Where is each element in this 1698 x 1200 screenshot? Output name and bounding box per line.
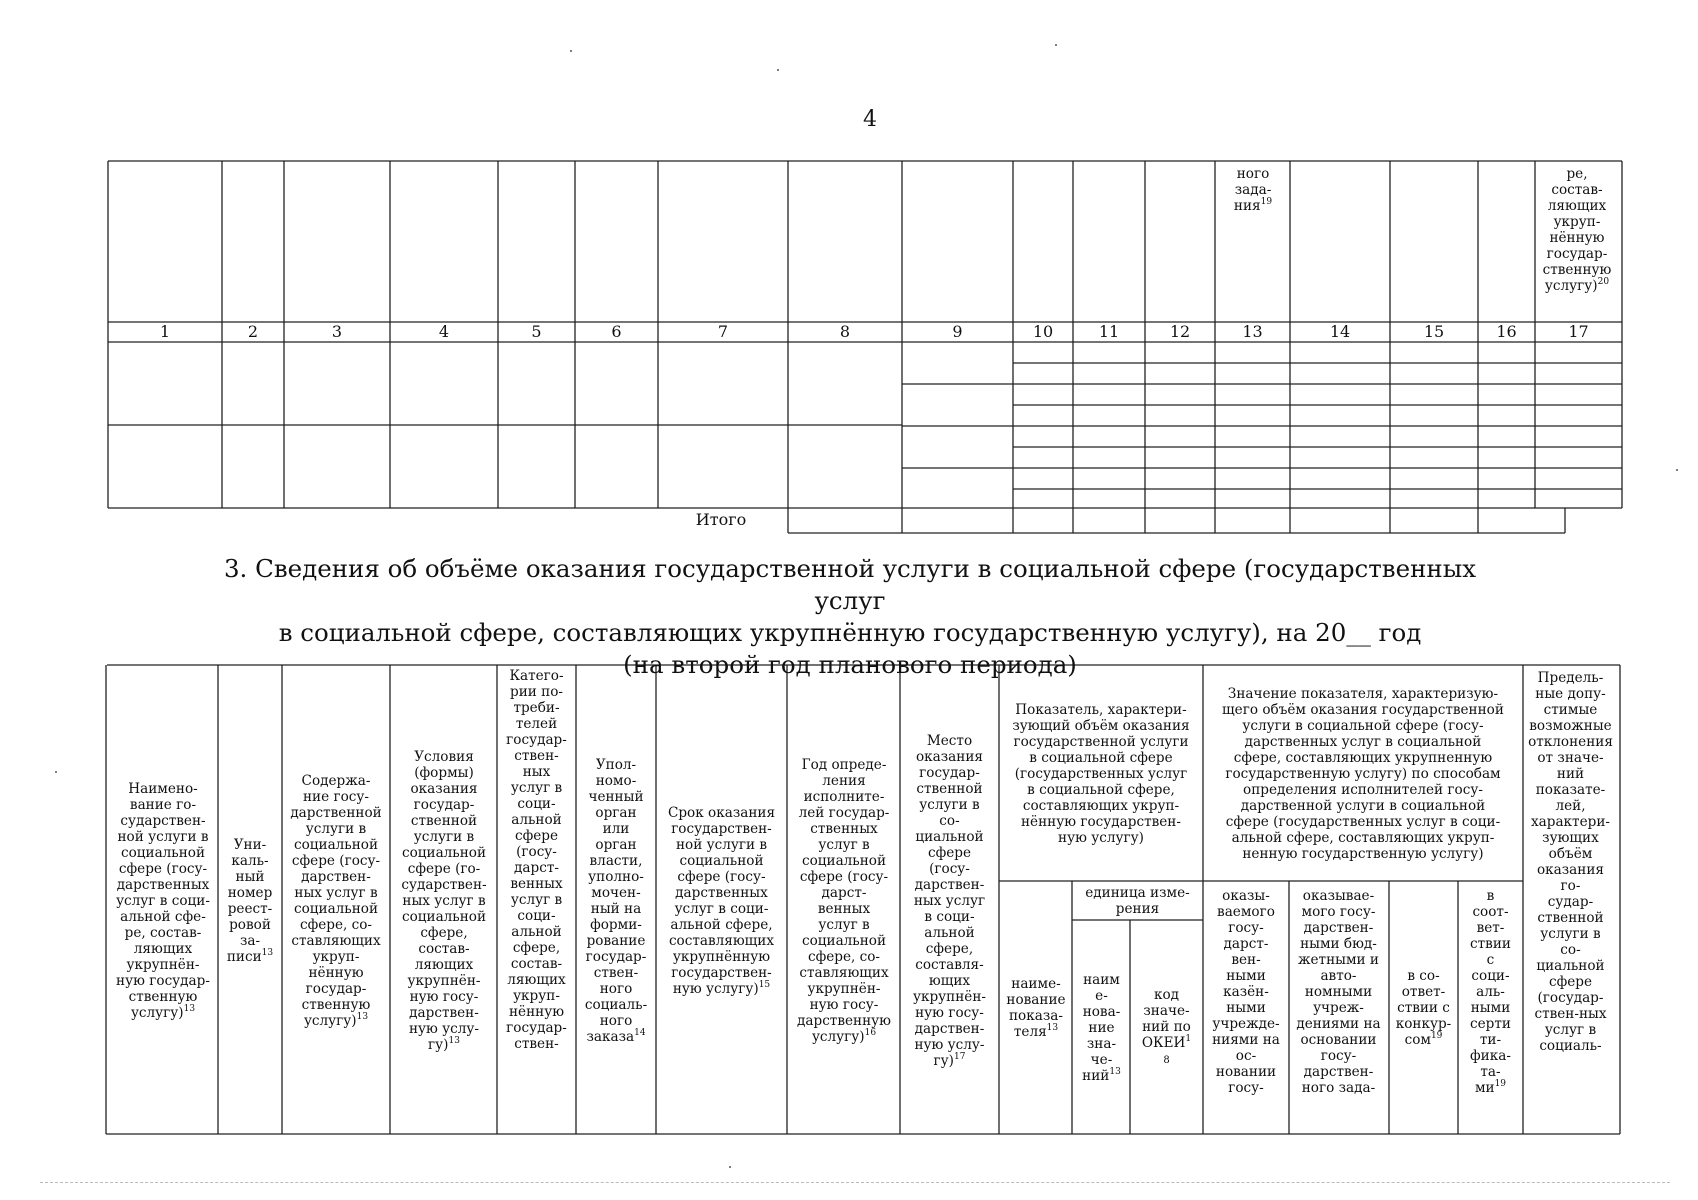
table2-column-number: 3: [331, 322, 343, 341]
t3-header-consumer-categories: Катего- рии по- треби- телей государ- ствен- ных услуг в соци- альной сфере (госу- дарст- венных услуг в соци- альной сфере, состав- ляющих укруп- нённую государ- ствен-: [506, 668, 567, 1052]
section3-heading-line-1: 3. Сведения об объёме оказания государственной услуги в социальной сфере (государственных услуг: [223, 554, 1477, 615]
t3-header-service-term: Срок оказания государствен- ной услуги в социальной сфере (госу- дарственных услуг в соци- альной сфере, составляющих укрупнённую государствен- ную услугу)$^{15}$: [667, 804, 776, 997]
table2-column-number: 11: [1098, 322, 1120, 341]
t3-header-service-conditions: Условия (формы) оказания государ- ственной услуги в социальной сфере (го- сударствен- ных услуг в социальной сфере, состав- ляющих укрупнён- ную госу- дарствен- ную услу- гу)$^{13}$: [401, 748, 487, 1053]
table2-column-number: 1: [159, 322, 171, 341]
t3-header-value-state-institutions: оказы- ваемого госу- дарст- вен- ными казён- ными учрежде- ниями на ос- новании госу-: [1212, 888, 1280, 1096]
t3-header-service-content: Содержа- ние госу- дарственной услуги в социальной сфере (госу- дарствен- ных услуг в социальной сфере, со- ставляющих укруп- нённую государ- ственную услугу)$^{13}$: [290, 772, 382, 1029]
table2-column-number: 2: [247, 322, 259, 341]
section3-heading-line-3: (на второй год планового периода): [623, 650, 1077, 679]
table2-column-number: 4: [438, 322, 450, 341]
table2-column-number: 12: [1169, 322, 1191, 341]
table2-column-number: 17: [1568, 322, 1589, 341]
table2-column-number: 9: [952, 322, 963, 341]
section3-heading-line-2: в социальной сфере, составляющих укрупнённую государственную услугу), на 20__ год: [278, 618, 1422, 647]
section3-heading: [200, 553, 1500, 681]
t3-header-value-by-certificates: в соот- вет- ствии с соци- аль- ными серти ти- фика- та- $ми^{19}$: [1470, 888, 1511, 1096]
table2-column-number: 16: [1496, 322, 1517, 341]
t3-header-okei-code: код значе- ний по ОКЕИ$^1$ 8: [1141, 986, 1192, 1066]
t3-header-year-of-determination: Год опреде- ления исполните- лей государ- ственных услуг в социальной сфере (госу- дарст- венных услуг в социальной сфере, со- ставляющих укрупнён- ную госу- дарственную услугу)$^{16}$: [797, 756, 891, 1045]
t3-header-registry-number: Уни- каль- ный номер реест- ровой за- писи$^{13}$: [226, 836, 274, 965]
t3-header-unit-of-measure-group: единица изме- рения: [1085, 885, 1190, 917]
table2-column-number: 6: [611, 322, 622, 341]
t3-header-indicator-value-group: Значение показателя, характеризую- щего объём оказания государственной услуги в социальной сфере (госу- дарственных услуг в социальной сфере, составляющих укрупненную государственную услугу) по способам определения исполнителей госу- дарственной услуги в социальной сфере (государственных услуг в соци- альной сфере, составляющих укруп- ненную государственную услугу): [1222, 685, 1504, 862]
table2-column-number: 14: [1329, 322, 1351, 341]
t3-header-volume-indicator-group: Показатель, характери- зующий объём оказания государственной услуги в социальной сфере (государственных услуг в социальной сфере, составляющих укруп- нённую государствен- ную услугу): [1012, 701, 1190, 846]
table2-column-number: 7: [717, 322, 729, 341]
table2-column-number: 13: [1242, 322, 1263, 341]
t3-header-value-budget-institutions: оказывае- мого госу- дарствен- ными бюд- жетными и авто- номными учреж- дениями на основании госу- дарствен- ного зада-: [1296, 888, 1381, 1096]
table2-column-number: 15: [1423, 322, 1445, 341]
t3-header-value-by-tender: в со- ответ- ствии с конкур- сом$^{19}$: [1395, 968, 1452, 1048]
table2-column-number: 8: [839, 322, 851, 341]
table2-col17-header-fragment: ре, состав- ляющих укруп- нённую государ- ственную услугу)$^{20}$: [1542, 166, 1612, 294]
t3-header-authorized-body: Упол- номо- ченный орган или орган власти, уполно- мочен- ный на форми- рование государ- ствен- ного социаль- ного заказа$^{14}$: [584, 756, 648, 1045]
t3-header-permissible-deviations: Предель- ные допу- стимые возможные отклонения от значе- ний показате- лей, характери- зующих объём оказания го- судар- ственной услуги в со- циальной сфере (государ- ствен-ных услуг в социаль-: [1528, 670, 1613, 1054]
page-number: 4: [863, 107, 877, 132]
table2-col13-header-fragment: ного зада- ния$^{19}$: [1233, 166, 1273, 214]
t3-header-indicator-name: наиме- нование показа- теля$^{13}$: [1006, 976, 1066, 1040]
t3-header-service-place: Место оказания государ- ственной услуги в со- циальной сфере (госу- дарствен- ных услуг в соци- альной сфере, составля- ющих укрупнён- ную госу- дарствен- ную услу- гу)$^{17}$: [912, 732, 986, 1069]
t3-header-unit-name: наим е- нова- ние зна- че- ний$^{13}$: [1082, 971, 1121, 1084]
t3-header-service-name: Наимено- вание го- сударствен- ной услуги в социальной сфере (госу- дарственных услуг в соци- альной сфе- ре, состав- ляющих укрупнён- ную государ- ственную услугу)$^{13}$: [116, 780, 210, 1021]
table2-total-label: Итого: [695, 510, 747, 529]
table2-column-number: 10: [1032, 322, 1054, 341]
table2-column-number: 5: [531, 322, 542, 341]
